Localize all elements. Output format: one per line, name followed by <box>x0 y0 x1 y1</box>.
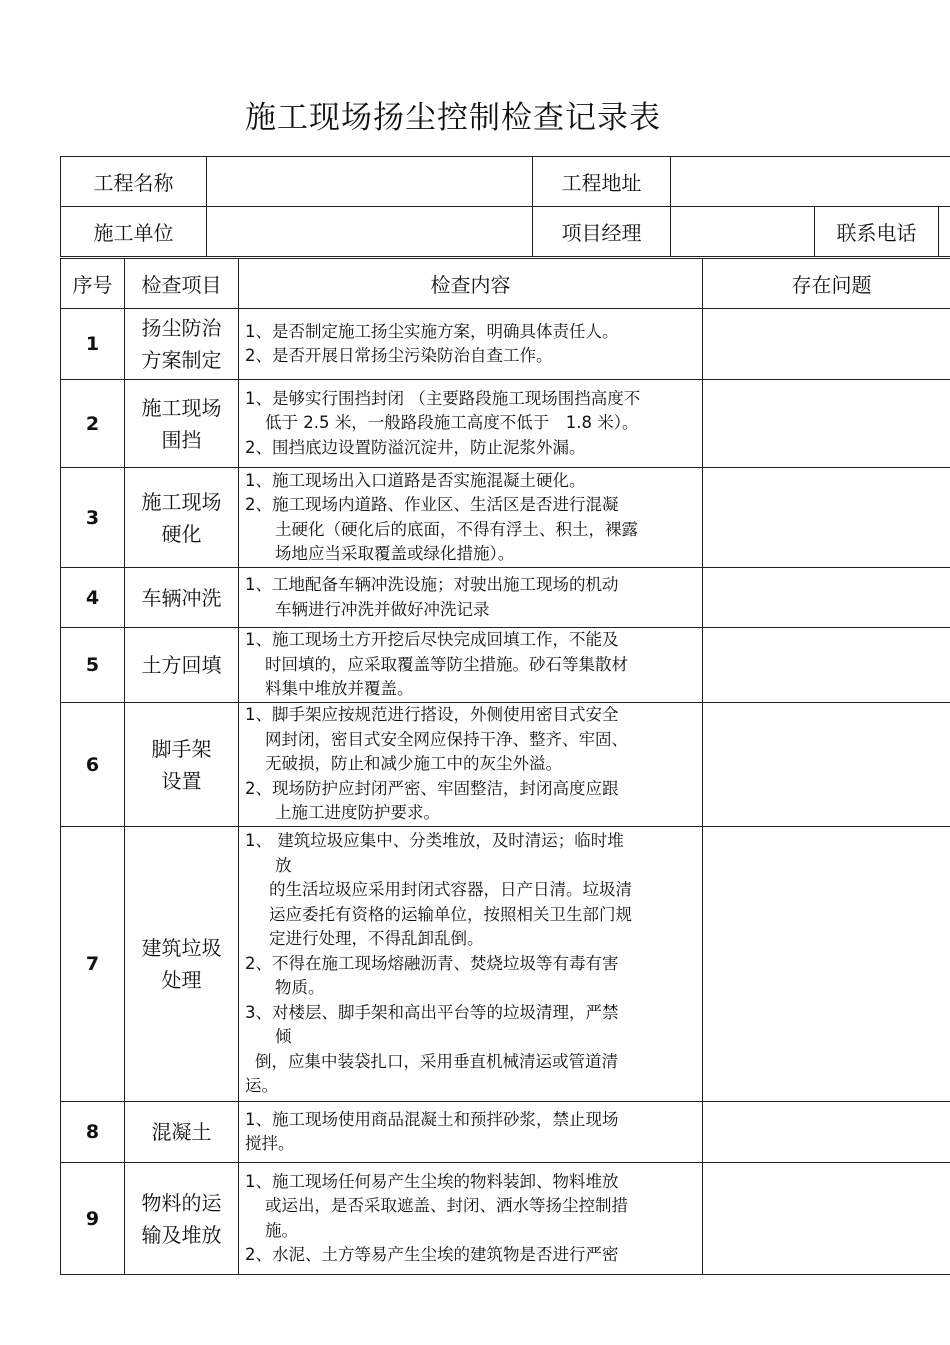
row-issue-field[interactable] <box>703 827 950 1102</box>
content-line: 土硬化（硬化后的底面，不得有浮土、积土，裸露 <box>275 519 638 539</box>
row-seq: 7 <box>61 827 125 1102</box>
row-item <box>125 380 239 468</box>
row-item-line: 施工现场 <box>141 489 222 514</box>
row-item <box>125 1102 239 1163</box>
content-line: 运应委托有资格的运输单位，按照相关卫生部门规 <box>269 904 632 924</box>
row-content <box>239 827 703 1102</box>
project-address-field[interactable] <box>671 157 950 207</box>
table-row <box>61 1163 950 1275</box>
content-line: 或运出，是否采取遮盖、封闭、洒水等扬尘控制措 <box>265 1196 628 1215</box>
row-item-line: 扬尘防治 <box>141 316 222 340</box>
content-line: 2、是否开展日常扬尘污染防治自查工作。 <box>245 346 553 365</box>
row-item-line: 脚手架 <box>151 736 212 761</box>
content-line: 场地应当采取覆盖或绿化措施）。 <box>275 544 515 563</box>
row-item-line: 方案制定 <box>141 348 222 372</box>
info-row-unit <box>61 207 950 257</box>
row-issue-field[interactable] <box>703 568 950 628</box>
table-row <box>61 568 950 628</box>
content-line: 定进行处理，不得乱卸乱倒。 <box>269 929 484 949</box>
row-seq: 4 <box>61 568 125 628</box>
row-item-line: 设置 <box>161 768 202 793</box>
phone-field[interactable] <box>939 207 950 257</box>
header-seq: 序号 <box>61 259 125 309</box>
content-line: 的生活垃圾应采用封闭式容器，日产日清。垃圾清 <box>269 880 632 900</box>
content-line: 无破损，防止和减少施工中的灰尘外溢。 <box>265 754 562 774</box>
content-line: 低于 2.5 米，一般路段施工高度不低于 1.8 米）。 <box>265 413 639 433</box>
content-line: 1、施工现场任何易产生尘埃的物料装卸、物料堆放 <box>245 1171 619 1191</box>
table-row <box>61 827 950 1102</box>
content-line: 上施工进度防护要求。 <box>275 803 440 823</box>
project-info-table <box>60 156 950 257</box>
document-title: 施工现场扬尘控制检查记录表 <box>245 100 661 136</box>
content-line: 1、施工现场使用商品混凝土和预拌砂浆，禁止现场 <box>245 1109 619 1129</box>
content-line: 倾 <box>275 1027 292 1047</box>
row-seq: 1 <box>61 309 125 380</box>
content-line: 料集中堆放并覆盖。 <box>265 679 414 699</box>
table-row <box>61 703 950 827</box>
inspection-table <box>60 258 950 1275</box>
row-item <box>125 827 239 1102</box>
content-line: 2、水泥、土方等易产生尘埃的建筑物是否进行严密 <box>245 1245 619 1264</box>
row-item <box>125 468 239 568</box>
table-row <box>61 468 950 568</box>
project-name-field[interactable] <box>207 157 533 207</box>
content-line: 2、不得在施工现场熔融沥青、焚烧垃圾等有毒有害 <box>245 953 619 973</box>
row-item-line: 车辆冲洗 <box>141 585 222 610</box>
row-item <box>125 309 239 380</box>
row-content <box>239 703 703 827</box>
row-item-line: 物料的运 <box>141 1190 222 1215</box>
row-item <box>125 703 239 827</box>
row-issue-field[interactable] <box>703 1163 950 1275</box>
row-issue-field[interactable] <box>703 309 950 380</box>
row-seq: 5 <box>61 628 125 703</box>
table-row <box>61 380 950 468</box>
content-line: 1、工地配备车辆冲洗设施；对驶出施工现场的机动 <box>245 575 619 594</box>
info-row-project <box>61 157 950 207</box>
row-item-line: 建筑垃圾 <box>141 936 222 960</box>
table-row <box>61 309 950 380</box>
content-line: 1、施工现场土方开挖后尽快完成回填工作，不能及 <box>245 630 619 650</box>
row-content <box>239 1163 703 1275</box>
content-line: 1、是否制定施工扬尘实施方案，明确具体责任人。 <box>245 321 619 341</box>
content-line: 放 <box>275 855 292 875</box>
content-line: 1、脚手架应按规范进行搭设，外侧使用密目式安全 <box>245 705 619 725</box>
content-line: 搅拌。 <box>245 1134 295 1153</box>
content-line: 车辆进行冲洗并做好冲洗记录 <box>275 599 490 619</box>
project-address-label: 工程地址 <box>533 157 671 207</box>
row-seq: 9 <box>61 1163 125 1275</box>
header-issue: 存在问题 <box>703 259 950 309</box>
row-seq: 8 <box>61 1102 125 1163</box>
row-seq: 3 <box>61 468 125 568</box>
row-item <box>125 628 239 703</box>
header-content: 检查内容 <box>239 259 703 309</box>
content-line: 2、现场防护应封闭严密、牢固整洁，封闭高度应跟 <box>245 778 619 798</box>
row-issue-field[interactable] <box>703 628 950 703</box>
row-item-line: 围挡 <box>161 427 202 452</box>
content-line: 施。 <box>265 1220 298 1240</box>
row-seq: 6 <box>61 703 125 827</box>
project-manager-field[interactable] <box>671 207 815 257</box>
row-issue-field[interactable] <box>703 1102 950 1163</box>
content-line: 2、施工现场内道路、作业区、生活区是否进行混凝 <box>245 495 619 514</box>
row-content <box>239 628 703 703</box>
row-content <box>239 568 703 628</box>
row-item-line: 土方回填 <box>141 653 222 677</box>
content-line: 3、对楼层、脚手架和高出平台等的垃圾清理，严禁 <box>245 1002 619 1022</box>
project-manager-label: 项目经理 <box>533 207 671 257</box>
content-line: 1、 建筑垃圾应集中、分类堆放，及时清运；临时堆 <box>245 831 624 851</box>
row-item <box>125 1163 239 1275</box>
content-line: 1、施工现场出入口道路是否实施混凝土硬化。 <box>245 470 586 490</box>
content-line: 1、是够实行围挡封闭 （主要路段施工现场围挡高度不 <box>245 388 641 408</box>
row-content <box>239 468 703 568</box>
content-line: 物质。 <box>275 978 325 998</box>
row-seq: 2 <box>61 380 125 468</box>
row-content <box>239 309 703 380</box>
row-item-line: 混凝土 <box>151 1120 212 1144</box>
row-item <box>125 568 239 628</box>
phone-label: 联系电话 <box>815 207 939 257</box>
table-row <box>61 628 950 703</box>
inspection-header-row <box>61 259 950 309</box>
row-issue-field[interactable] <box>703 703 950 827</box>
content-line: 2、围挡底边设置防溢沉淀井，防止泥浆外漏。 <box>245 437 586 457</box>
row-content <box>239 380 703 468</box>
row-issue-field[interactable] <box>703 380 950 468</box>
row-content <box>239 1102 703 1163</box>
row-issue-field[interactable] <box>703 468 950 568</box>
content-line: 时回填的，应采取覆盖等防尘措施。砂石等集散材 <box>265 654 628 674</box>
header-item: 检查项目 <box>125 259 239 309</box>
row-item-line: 硬化 <box>161 521 202 546</box>
content-line: 运。 <box>245 1076 278 1096</box>
project-name-label: 工程名称 <box>61 157 207 207</box>
content-line: 倒，应集中装袋扎口，采用垂直机械清运或管道清 <box>255 1051 618 1071</box>
content-line: 网封闭，密目式安全网应保持干净、整齐、牢固、 <box>265 729 628 749</box>
row-item-line: 输及堆放 <box>141 1222 222 1247</box>
row-item-line: 施工现场 <box>141 395 222 420</box>
construction-unit-field[interactable] <box>207 207 533 257</box>
construction-unit-label: 施工单位 <box>61 207 207 257</box>
table-row <box>61 1102 950 1163</box>
row-item-line: 处理 <box>161 968 202 992</box>
